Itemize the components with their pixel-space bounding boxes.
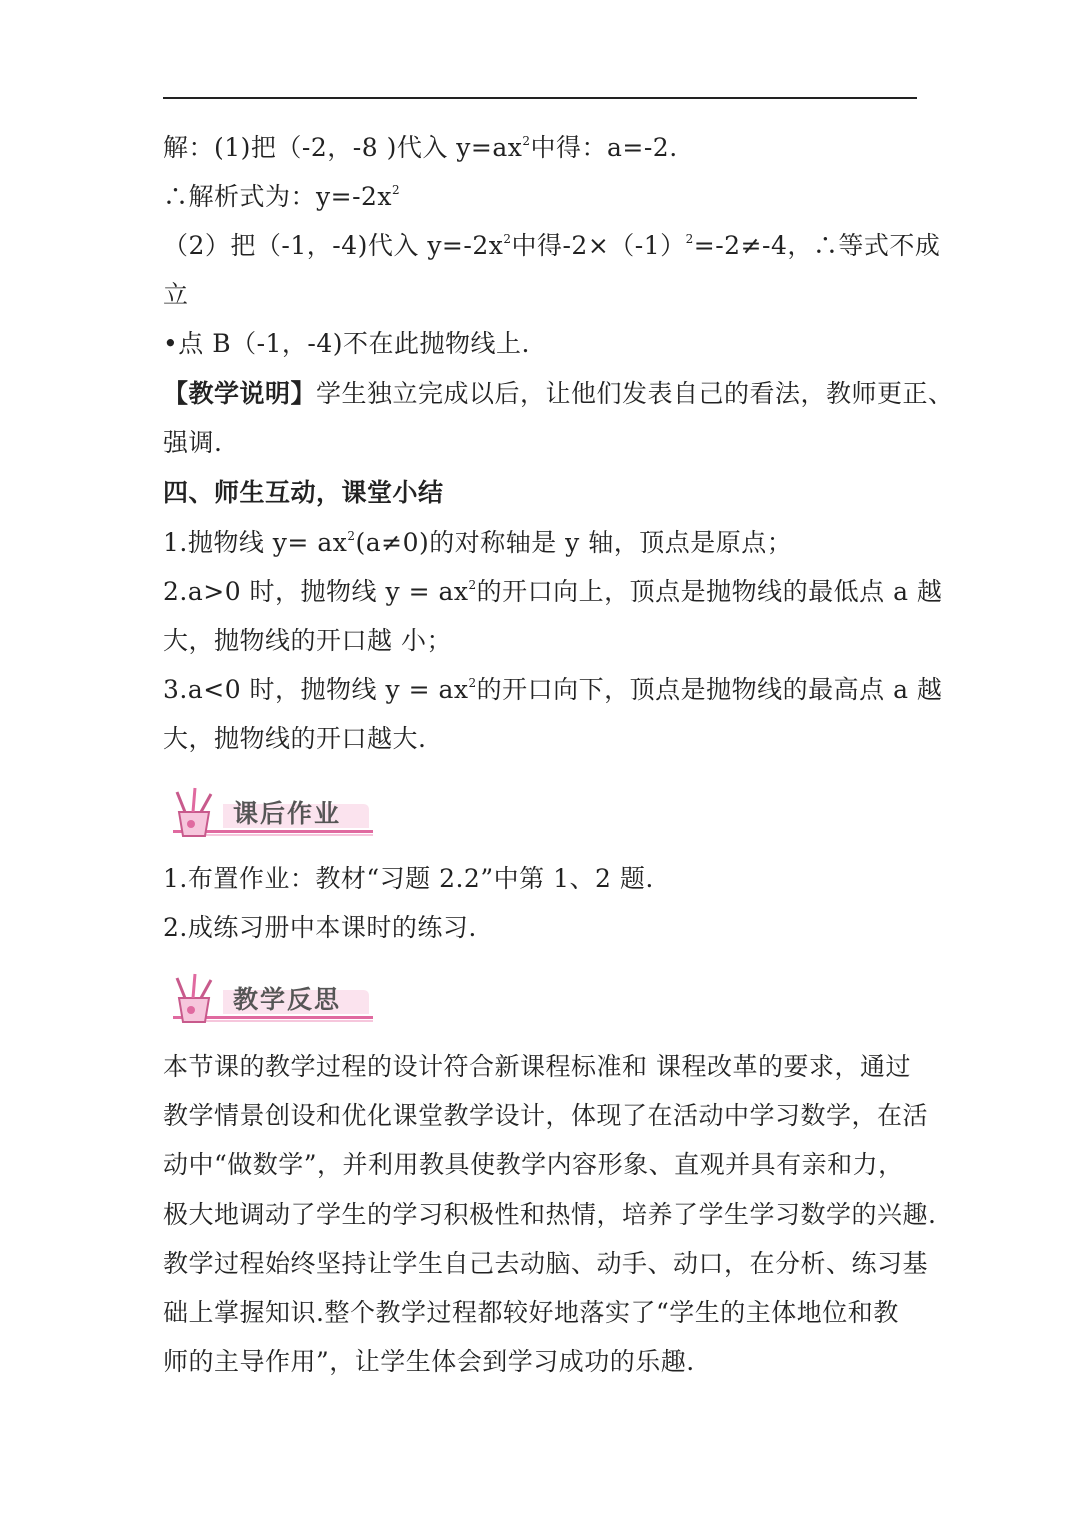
summary-item-2-cont: 大，抛物线的开口越 小； — [163, 626, 452, 655]
summary-text: 的开口向下，顶点是抛物线的最高点 a 越 — [476, 675, 943, 704]
homework-item-2: 2.成练习册中本课时的练习. — [163, 913, 477, 942]
solution-line-3 — [163, 230, 941, 262]
summary-heading: 四、师生互动，课堂小结 — [163, 478, 444, 507]
summary-text: 3.a<0 时，抛物线 y = ax — [163, 675, 469, 704]
solution-text: 中得-2×（-1） — [511, 231, 686, 260]
solution-line-1 — [163, 132, 923, 164]
solution-line-2 — [163, 181, 923, 213]
teaching-note-label: 【教学说明】 — [163, 379, 317, 408]
superscript: 2 — [347, 529, 356, 543]
reflection-banner-title: 教学反思 — [233, 985, 342, 1014]
superscript: 2 — [468, 578, 477, 592]
summary-text: 1.抛物线 y= ax — [163, 528, 348, 557]
homework-banner — [163, 784, 378, 842]
solution-text: ∴解析式为：y=-2x — [163, 182, 393, 211]
homework-banner-title: 课后作业 — [233, 799, 342, 828]
solution-line-5: •点 B（-1，-4)不在此抛物线上. — [163, 329, 530, 358]
homework-item-1: 1.布置作业：教材“习题 2.2”中第 1、2 题. — [163, 864, 654, 893]
solution-line-4: 立 — [163, 280, 189, 309]
superscript: 2 — [685, 232, 694, 246]
reflection-line-7: 师的主导作用”，让学生体会到学习成功的乐趣. — [163, 1347, 695, 1376]
reflection-line-4: 极大地调动了学生的学习积极性和热情，培养了学生学习数学的兴趣. — [163, 1200, 937, 1229]
top-rule — [163, 97, 917, 99]
reflection-line-2: 教学情景创设和优化课堂教学设计，体现了在活动中学习数学，在活 — [163, 1101, 929, 1130]
summary-text: (a≠0)的对称轴是 y 轴，顶点是原点； — [355, 528, 793, 557]
reflection-line-5: 教学过程始终坚持让学生自己去动脑、动手、动口，在分析、练习基 — [163, 1249, 929, 1278]
superscript: 2 — [522, 134, 531, 148]
superscript: 2 — [392, 183, 401, 197]
superscript: 2 — [468, 676, 477, 690]
summary-text: 的开口向上，顶点是抛物线的最低点 a 越 — [476, 577, 943, 606]
summary-item-2 — [163, 576, 943, 608]
summary-item-3-cont: 大，抛物线的开口越大. — [163, 724, 427, 753]
teaching-note — [163, 378, 954, 410]
solution-text: 中得：a=-2. — [530, 133, 678, 162]
summary-item-3 — [163, 674, 943, 706]
teaching-note-text: 学生独立完成以后，让他们发表自己的看法，教师更正、 — [316, 379, 954, 408]
reflection-line-3: 动中“做数学”，并利用教具使教学内容形象、直观并具有亲和力， — [163, 1150, 904, 1179]
reflection-banner — [163, 970, 378, 1028]
superscript: 2 — [503, 232, 512, 246]
solution-text: （2）把（-1，-4)代入 y=-2x — [163, 231, 504, 260]
reflection-line-6: 础上掌握知识.整个教学过程都较好地落实了“学生的主体地位和教 — [163, 1298, 899, 1327]
summary-item-1 — [163, 527, 923, 559]
solution-text: =-2≠-4，∴等式不成 — [693, 231, 941, 260]
teaching-note-cont: 强调. — [163, 428, 223, 457]
summary-text: 2.a>0 时，抛物线 y = ax — [163, 577, 469, 606]
reflection-line-1: 本节课的教学过程的设计符合新课程标准和 课程改革的要求，通过 — [163, 1052, 911, 1081]
solution-text: 解：(1)把（-2，-8 )代入 y=ax — [163, 133, 523, 162]
